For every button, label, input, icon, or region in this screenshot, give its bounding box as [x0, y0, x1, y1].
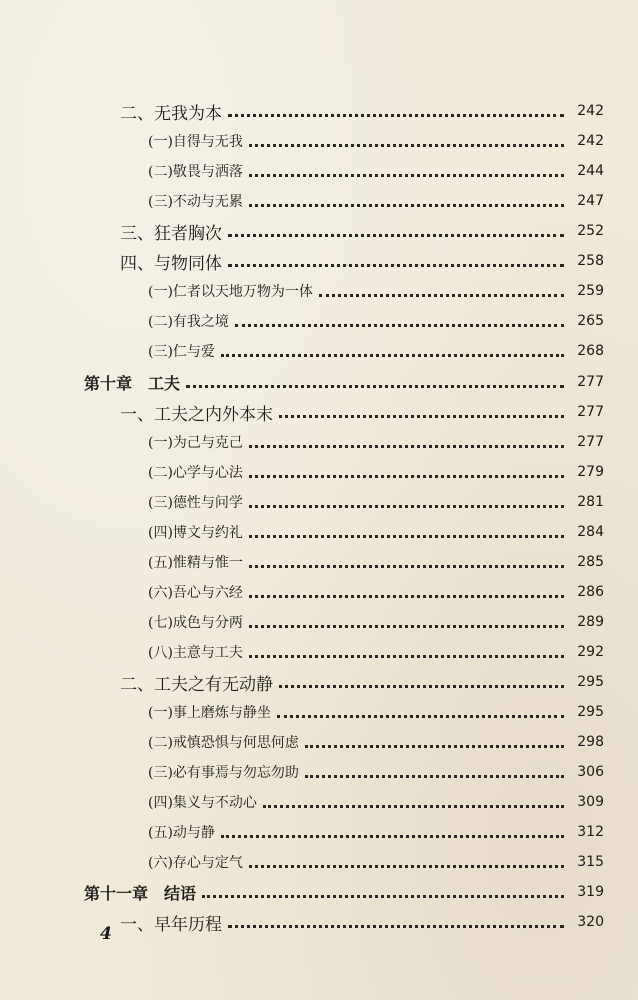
toc-entry-title: (一)自得与无我 — [148, 134, 243, 150]
toc-subsection — [0, 517, 638, 547]
toc-entry-title: 一、早年历程 — [120, 914, 222, 935]
toc-section — [0, 667, 638, 697]
toc-entry-page: 292 — [577, 644, 604, 660]
dot-leader — [202, 895, 564, 898]
toc-entry-page: 306 — [577, 764, 604, 780]
toc-subsection — [0, 607, 638, 637]
toc-entry-page: 298 — [577, 734, 604, 750]
dot-leader — [319, 294, 564, 297]
toc-entry-page: 259 — [577, 283, 604, 299]
toc-entry-page: 286 — [577, 584, 604, 600]
toc-subsection — [0, 577, 638, 607]
toc-entry-page: 268 — [577, 343, 604, 359]
toc-subsection — [0, 336, 638, 366]
toc-entry-page: 244 — [577, 163, 604, 179]
toc-subsection — [0, 787, 638, 817]
toc-subsection — [0, 427, 638, 457]
toc-subsection — [0, 186, 638, 216]
toc-section — [0, 907, 638, 937]
dot-leader — [249, 595, 564, 598]
dot-leader — [249, 865, 564, 868]
toc-entry-title: (二)戒慎恐惧与何思何虑 — [148, 735, 299, 751]
dot-leader — [305, 775, 564, 778]
toc-subsection — [0, 847, 638, 877]
toc-entry-title: (三)德性与问学 — [148, 495, 243, 511]
toc-entry-page: 242 — [577, 133, 604, 149]
toc-entry-page: 319 — [577, 884, 604, 900]
toc-subsection — [0, 757, 638, 787]
toc-entry-page: 320 — [577, 914, 604, 930]
toc-entry-title: (五)惟精与惟一 — [148, 555, 243, 571]
dot-leader — [279, 685, 564, 688]
toc-entry-title: 三、狂者胸次 — [120, 223, 222, 244]
toc-subsection — [0, 727, 638, 757]
toc-entry-title: (一)事上磨炼与静坐 — [148, 705, 271, 721]
toc-section — [0, 216, 638, 246]
toc-entry-title: (八)主意与工夫 — [148, 645, 243, 661]
toc-entry-title: 二、无我为本 — [120, 103, 222, 124]
toc-subsection — [0, 156, 638, 186]
dot-leader — [249, 475, 564, 478]
toc-entry-title: 第十章 工夫 — [84, 373, 181, 393]
toc-entry-title: 第十一章 结语 — [84, 883, 197, 903]
dot-leader — [249, 144, 564, 147]
toc-entry-title: (一)仁者以天地万物为一体 — [148, 284, 313, 300]
toc-entry-title: (一)为己与克己 — [148, 435, 243, 451]
toc-entry-title: 一、工夫之内外本末 — [120, 404, 273, 425]
toc-entry-title: (二)心学与心法 — [148, 465, 243, 481]
toc-entry-page: 252 — [577, 223, 604, 239]
toc-entry-title: (三)必有事焉与勿忘勿助 — [148, 765, 299, 781]
dot-leader — [249, 445, 564, 448]
toc-entry-title: (二)敬畏与洒落 — [148, 164, 243, 180]
dot-leader — [249, 535, 564, 538]
dot-leader — [249, 204, 564, 207]
toc-subsection — [0, 457, 638, 487]
toc-entry-page: 247 — [577, 193, 604, 209]
toc-subsection — [0, 547, 638, 577]
dot-leader — [186, 385, 564, 388]
toc-entry-page: 265 — [577, 313, 604, 329]
toc-section — [0, 96, 638, 126]
dot-leader — [228, 234, 564, 237]
dot-leader — [279, 415, 564, 418]
toc-entry-page: 284 — [577, 524, 604, 540]
toc-entry-title: (七)成色与分两 — [148, 615, 243, 631]
toc-entry-title: (四)博文与约礼 — [148, 525, 243, 541]
dot-leader — [235, 324, 564, 327]
toc-subsection — [0, 697, 638, 727]
dot-leader — [249, 625, 564, 628]
toc-entry-title: (六)吾心与六经 — [148, 585, 243, 601]
toc-entry-title: (五)动与静 — [148, 825, 215, 841]
toc-entry-title: (四)集义与不动心 — [148, 795, 257, 811]
dot-leader — [263, 805, 564, 808]
toc-entry-page: 277 — [577, 434, 604, 450]
toc-entry-page: 315 — [577, 854, 604, 870]
toc-chapter — [0, 877, 638, 907]
toc-chapter — [0, 367, 638, 397]
dot-leader — [249, 565, 564, 568]
dot-leader — [221, 835, 564, 838]
toc-subsection — [0, 487, 638, 517]
dot-leader — [249, 655, 564, 658]
toc-entry-title: 二、工夫之有无动静 — [120, 674, 273, 695]
toc-subsection — [0, 126, 638, 156]
toc-entry-page: 312 — [577, 824, 604, 840]
toc-entry-page: 258 — [577, 253, 604, 269]
toc-entry-page: 285 — [577, 554, 604, 570]
toc-section — [0, 246, 638, 276]
toc-entry-page: 242 — [577, 103, 604, 119]
toc-subsection — [0, 276, 638, 306]
toc-entry-page: 295 — [577, 674, 604, 690]
dot-leader — [228, 264, 564, 267]
dot-leader — [221, 354, 564, 357]
toc-entry-title: (三)不动与无累 — [148, 194, 243, 210]
toc-subsection — [0, 817, 638, 847]
toc-entry-title: 四、与物同体 — [120, 253, 222, 274]
toc-section — [0, 397, 638, 427]
dot-leader — [228, 114, 564, 117]
dot-leader — [277, 715, 564, 718]
dot-leader — [249, 174, 564, 177]
toc-entry-title: (三)仁与爱 — [148, 344, 215, 360]
dot-leader — [249, 505, 564, 508]
toc-entry-page: 295 — [577, 704, 604, 720]
toc-entry-page: 277 — [577, 404, 604, 420]
toc-entry-page: 309 — [577, 794, 604, 810]
toc-entry-page: 281 — [577, 494, 604, 510]
toc-entry-title: (六)存心与定气 — [148, 855, 243, 871]
toc-entry-title: (二)有我之境 — [148, 314, 229, 330]
toc-entry-page: 277 — [577, 374, 604, 390]
toc-subsection — [0, 306, 638, 336]
dot-leader — [305, 745, 564, 748]
toc-entry-page: 289 — [577, 614, 604, 630]
toc-entry-page: 279 — [577, 464, 604, 480]
dot-leader — [228, 925, 564, 928]
page-number: 4 — [100, 924, 112, 944]
toc-subsection — [0, 637, 638, 667]
